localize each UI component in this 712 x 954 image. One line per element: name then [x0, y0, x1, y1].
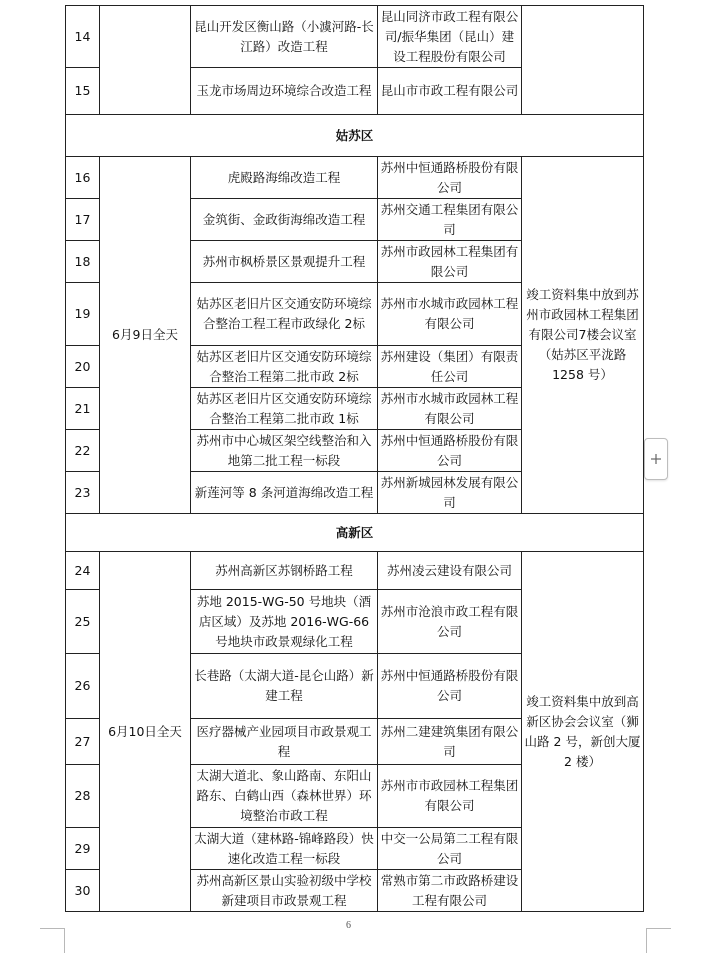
row-number: 22	[66, 430, 100, 472]
company-name: 昆山同济市政工程有限公司/振华集团（昆山）建设工程股份有限公司	[378, 6, 522, 68]
row-number: 26	[66, 654, 100, 719]
district-header-row	[66, 514, 644, 552]
project-name: 太湖大道北、象山路南、东阳山路东、白鹤山西（森林世界）环境整治市政工程	[191, 765, 378, 828]
company-name: 苏州中恒通路桥股份有限公司	[378, 430, 522, 472]
material-location-note: 竣工资料集中放到高新区协会会议室（狮山路 2 号，新创大厦 2 楼）	[522, 552, 644, 912]
district-title: 姑苏区	[66, 115, 644, 157]
row-number: 30	[66, 870, 100, 912]
project-name: 苏州市枫桥景区景观提升工程	[191, 241, 378, 283]
company-name: 常熟市第二市政路桥建设工程有限公司	[378, 870, 522, 912]
row-number: 28	[66, 765, 100, 828]
row-number: 15	[66, 68, 100, 115]
table-row	[66, 552, 644, 590]
project-name: 苏州高新区苏钢桥路工程	[191, 552, 378, 590]
project-name: 太湖大道（建林路-锦峰路段）快速化改造工程一标段	[191, 828, 378, 870]
company-name: 苏州市水城市政园林工程有限公司	[378, 388, 522, 430]
company-name: 苏州市政园林工程集团有限公司	[378, 241, 522, 283]
project-name: 医疗器械产业园项目市政景观工程	[191, 719, 378, 765]
row-number: 16	[66, 157, 100, 199]
project-name: 昆山开发区衡山路（小澞河路-长江路）改造工程	[191, 6, 378, 68]
company-name: 中交一公局第二工程有限公司	[378, 828, 522, 870]
project-name: 新莲河等 8 条河道海绵改造工程	[191, 472, 378, 514]
project-name: 金筑街、金政街海绵改造工程	[191, 199, 378, 241]
row-number: 29	[66, 828, 100, 870]
date-cell: 6月9日全天	[100, 157, 191, 514]
acceptance-schedule-table	[65, 5, 644, 912]
project-name: 虎殿路海绵改造工程	[191, 157, 378, 199]
table-row	[66, 157, 644, 199]
project-name: 姑苏区老旧片区交通安防环境综合整治工程工程市政绿化 2标	[191, 283, 378, 346]
row-number: 24	[66, 552, 100, 590]
company-name: 苏州交通工程集团有限公司	[378, 199, 522, 241]
company-name: 苏州建设（集团）有限责任公司	[378, 346, 522, 388]
project-name: 长巷路（太湖大道-昆仑山路）新建工程	[191, 654, 378, 719]
page-corner-mark-bottom-left	[40, 928, 65, 953]
row-number: 17	[66, 199, 100, 241]
plus-icon	[650, 453, 662, 465]
row-number: 14	[66, 6, 100, 68]
project-name: 姑苏区老旧片区交通安防环境综合整治工程第二批市政 1标	[191, 388, 378, 430]
date-cell	[100, 6, 191, 115]
material-location-note: 竣工资料集中放到苏州市政园林工程集团有限公司7楼会议室（姑苏区平泷路 1258 号）	[522, 157, 644, 514]
project-name: 苏地 2015-WG-50 号地块（酒店区域）及苏地 2016-WG-66 号地块市政景观绿化工程	[191, 590, 378, 654]
material-location-note	[522, 6, 644, 115]
project-name: 姑苏区老旧片区交通安防环境综合整治工程第二批市政 2标	[191, 346, 378, 388]
company-name: 苏州市市政园林工程集团有限公司	[378, 765, 522, 828]
row-number: 23	[66, 472, 100, 514]
row-number: 21	[66, 388, 100, 430]
project-name: 苏州高新区景山实验初级中学校新建项目市政景观工程	[191, 870, 378, 912]
row-number: 18	[66, 241, 100, 283]
date-cell: 6月10日全天	[100, 552, 191, 912]
page-number: 6	[346, 920, 351, 931]
project-name: 苏州市中心城区架空线整治和入地第二批工程一标段	[191, 430, 378, 472]
company-name: 苏州新城园林发展有限公司	[378, 472, 522, 514]
row-number: 25	[66, 590, 100, 654]
row-number: 20	[66, 346, 100, 388]
company-name: 苏州市沧浪市政工程有限公司	[378, 590, 522, 654]
row-number: 19	[66, 283, 100, 346]
company-name: 昆山市市政工程有限公司	[378, 68, 522, 115]
company-name: 苏州凌云建设有限公司	[378, 552, 522, 590]
company-name: 苏州中恒通路桥股份有限公司	[378, 157, 522, 199]
row-number: 27	[66, 719, 100, 765]
table-row	[66, 6, 644, 68]
company-name: 苏州市水城市政园林工程有限公司	[378, 283, 522, 346]
page-corner-mark-bottom-right	[646, 928, 671, 953]
company-name: 苏州中恒通路桥股份有限公司	[378, 654, 522, 719]
district-title: 高新区	[66, 514, 644, 552]
project-name: 玉龙市场周边环境综合改造工程	[191, 68, 378, 115]
company-name: 苏州二建建筑集团有限公司	[378, 719, 522, 765]
add-row-button[interactable]	[644, 438, 668, 480]
district-header-row	[66, 115, 644, 157]
